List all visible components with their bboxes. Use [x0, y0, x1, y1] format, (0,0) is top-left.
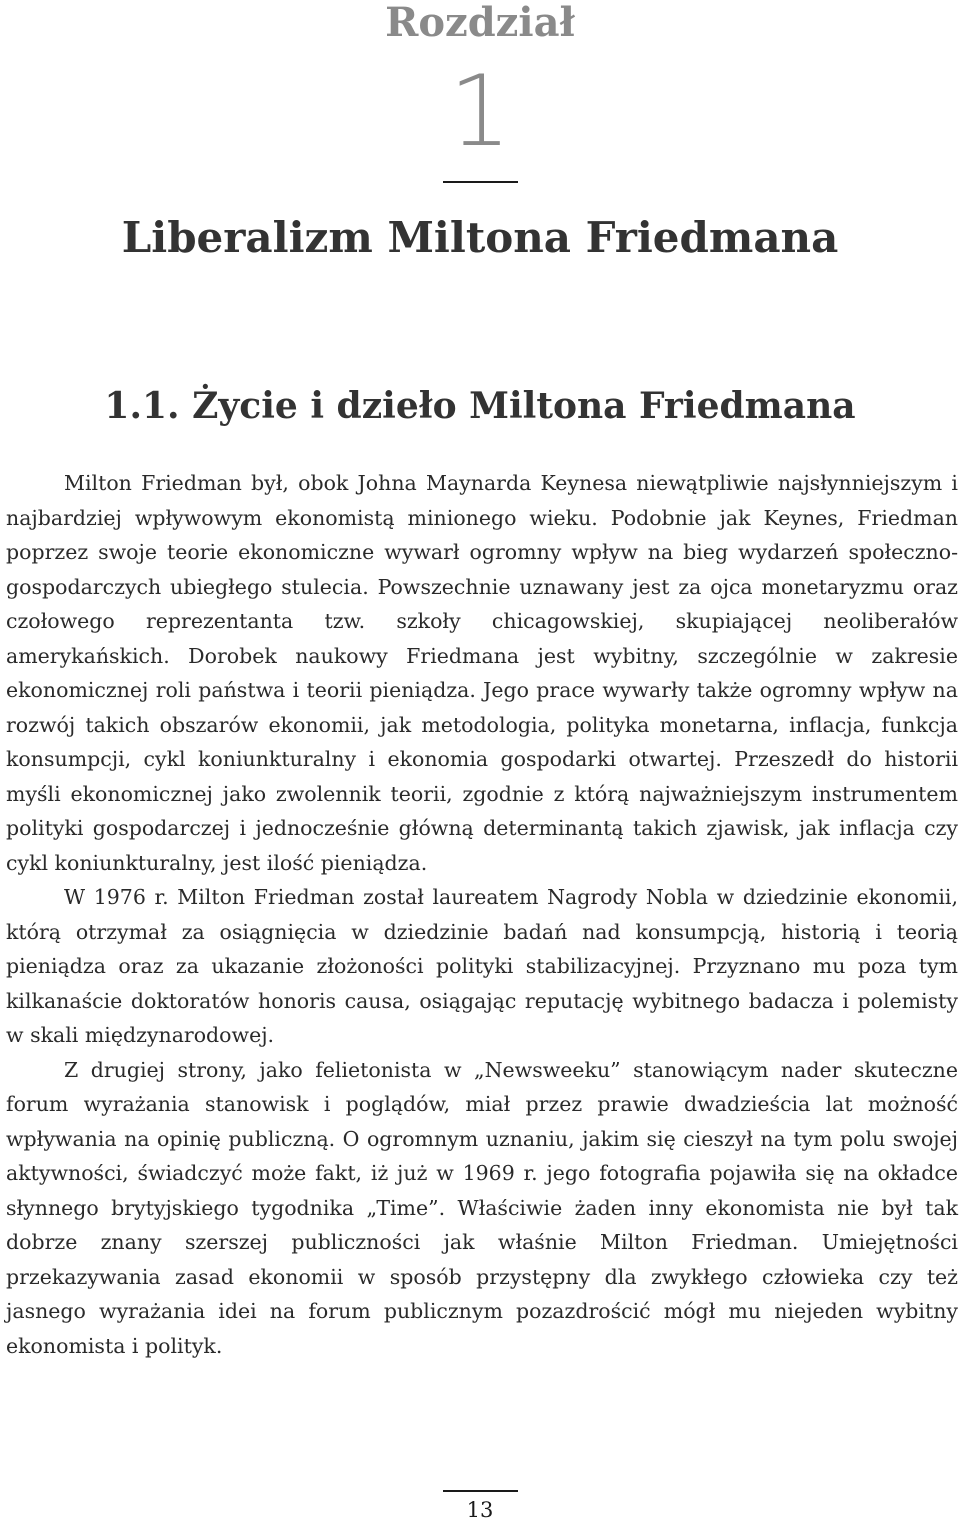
chapter-divider	[443, 181, 518, 183]
chapter-number: 1	[448, 55, 512, 169]
chapter-title: Liberalizm Miltona Friedmana	[121, 213, 839, 262]
body-text	[6, 466, 958, 1363]
page-number: 13	[466, 1498, 494, 1522]
chapter-label: Rozdział	[385, 0, 575, 46]
section-title: 1.1. Życie i dzieło Miltona Friedmana	[104, 385, 856, 427]
paragraph: Z drugiej strony, jako felietonista w „Newsweeku” stanowiącym nader skuteczne forum wyrażania stanowisk i poglądów, miał przez prawie dwadzieścia lat możność wpływania na opinię publiczną. O ogromnym uznaniu, jakim się cieszył na tym polu swojej aktywności, świadczyć może fakt, iż już w 1969 r. jego fotografia pojawiła się na okładce słynnego brytyjskiego tygodnika „Time”. Właściwie żaden inny ekonomista nie był tak dobrze znany szerszej publiczności jak właśnie Milton Friedman. Umiejętności przekazywania zasad ekonomii w sposób przystępny dla zwykłego człowieka czy też jasnego wyrażania idei na forum publicznym pozazdrościć mógł mu niejeden wybitny ekonomista i polityk.	[6, 1057, 958, 1358]
paragraph: W 1976 r. Milton Friedman został laureatem Nagrody Nobla w dziedzinie ekonomii, którą otrzymał za osiągnięcia w dziedzinie badań nad konsumpcją, historią i teorią pieniądza oraz za ukazanie złożoności polityki stabilizacyjnej. Przyznano mu poza tym kilkanaście doktoratów honoris causa, osiągając reputację wybitnego badacza i polemisty w skali międzynarodowej.	[6, 885, 958, 1047]
footer-divider	[443, 1490, 518, 1492]
paragraph: Milton Friedman był, obok Johna Maynarda Keynesa niewątpliwie najsłynniejszym i najbardziej wpływowym ekonomistą minionego wieku. Podobnie jak Keynes, Friedman poprzez swoje teorie ekonomiczne wywarł ogromny wpływ na bieg wydarzeń społeczno-gospodarczych ubiegłego stulecia. Powszechnie uznawany jest za ojca monetaryzmu oraz czołowego reprezentanta tzw. szkoły chicagowskiej, skupiającej neoliberałów amerykańskich. Dorobek naukowy Friedmana jest wybitny, szczególnie w zakresie ekonomicznej roli państwa i teorii pieniądza. Jego prace wywarły także ogromny wpływ na rozwój takich obszarów ekonomii, jak metodologia, polityka monetarna, inflacja, funkcja konsumpcji, cykl koniunkturalny i ekonomia gospodarki otwartej. Przeszedł do historii myśli ekonomicznej jako zwolennik teorii, zgodnie z którą najważniejszym instrumentem polityki gospodarczej i jednocześnie główną determinantą takich zjawisk, jak inflacja czy cykl koniunkturalny, jest ilość pieniądza.	[6, 471, 958, 875]
